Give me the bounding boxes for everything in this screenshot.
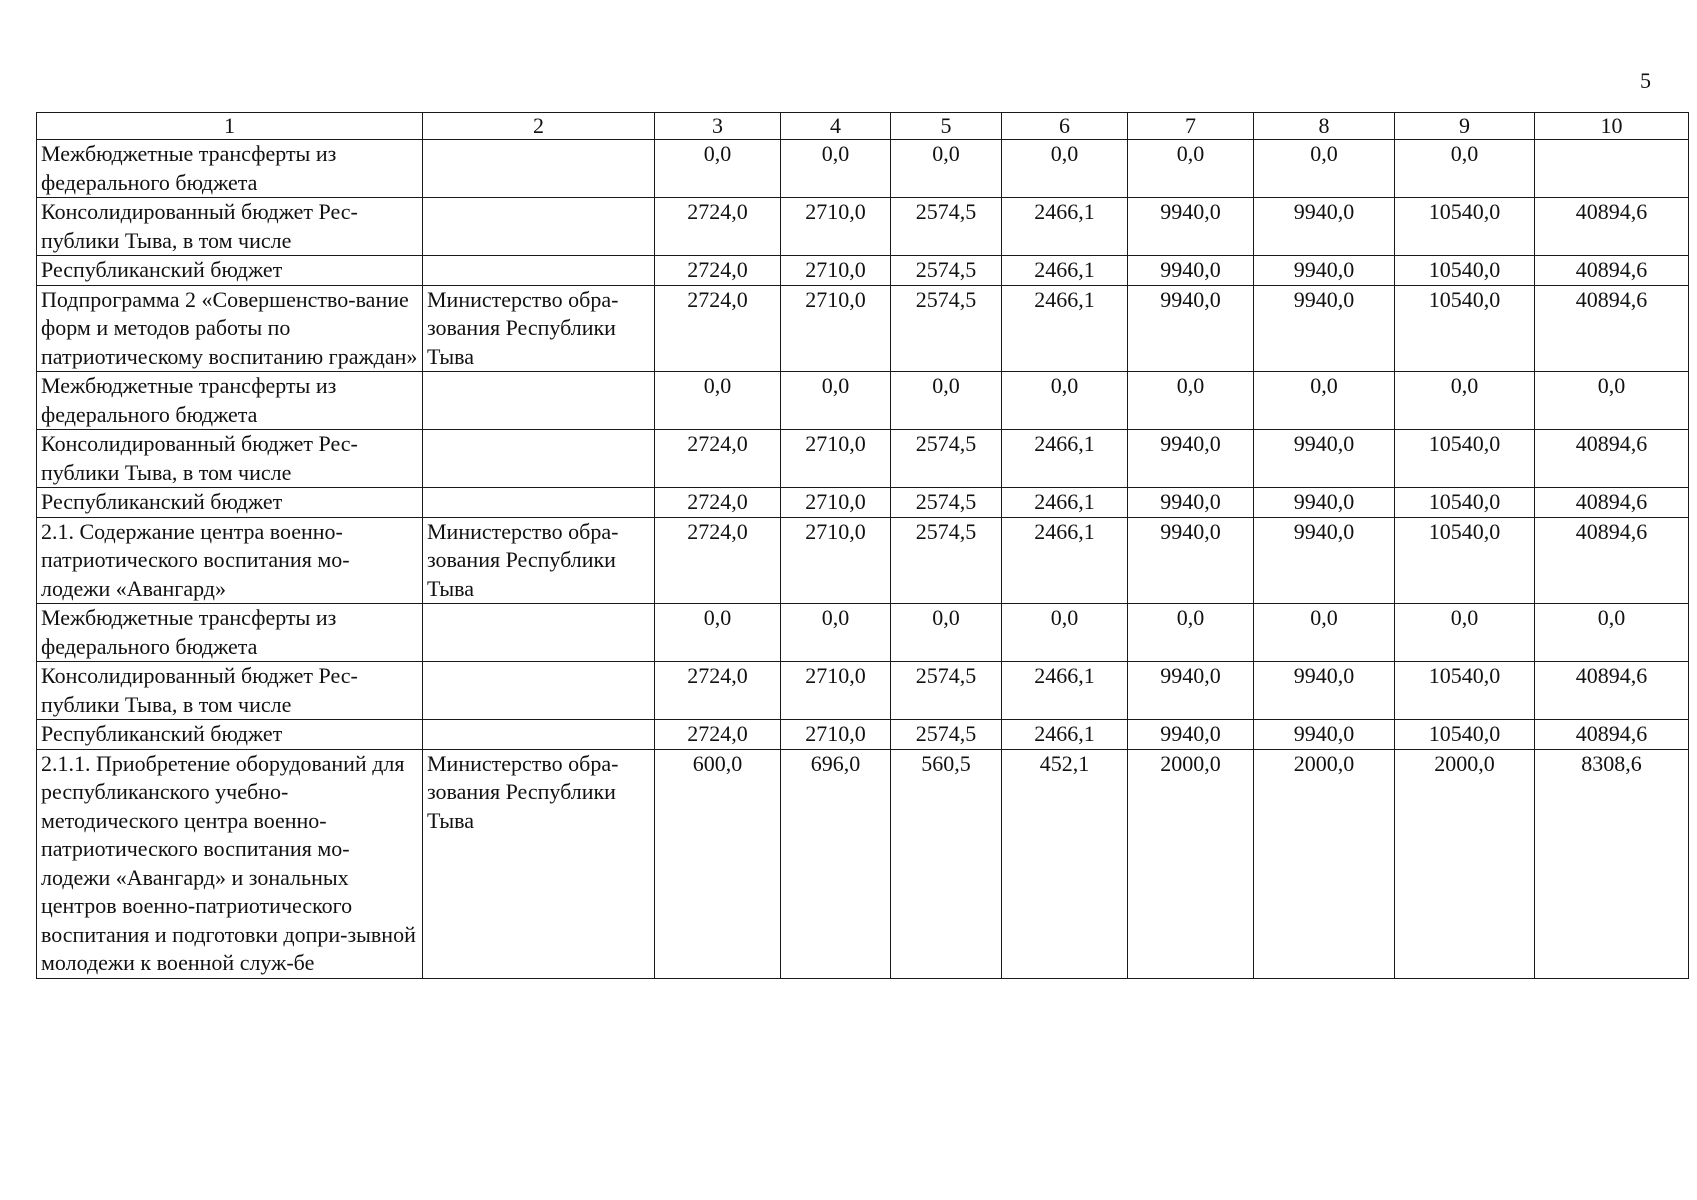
value-cell-col-7: 9940,0 [1128,517,1254,604]
page-number: 5 [1640,68,1651,93]
header-row [37,113,1689,140]
value-cell-col-10: 0,0 [1535,372,1689,430]
value-cell-col-6: 2466,1 [1002,256,1128,286]
responsible-executor [423,430,655,488]
value-cell-col-4: 0,0 [781,372,891,430]
value-cell-col-10: 40894,6 [1535,720,1689,750]
responsible-executor [423,662,655,720]
header-cell: 4 [781,113,891,140]
value-cell-col-5: 2574,5 [891,488,1002,518]
table-row [37,256,1689,286]
value-cell-col-5: 2574,5 [891,517,1002,604]
value-cell-col-7: 0,0 [1128,604,1254,662]
value-cell-col-4: 2710,0 [781,430,891,488]
value-cell-col-3: 2724,0 [655,256,781,286]
value-cell-col-7: 9940,0 [1128,256,1254,286]
value-cell-col-10: 40894,6 [1535,285,1689,372]
value-cell-col-8: 9940,0 [1254,198,1395,256]
responsible-executor [423,140,655,198]
row-name: 2.1. Содержание центра военно-патриотического воспитания мо-лодежи «Авангард» [37,517,423,604]
value-cell-col-4: 2710,0 [781,285,891,372]
header-cell: 6 [1002,113,1128,140]
value-cell-col-8: 9940,0 [1254,256,1395,286]
value-cell-col-5: 0,0 [891,372,1002,430]
value-cell-col-6: 452,1 [1002,749,1128,978]
value-cell-col-9: 10540,0 [1395,285,1535,372]
value-cell-col-3: 0,0 [655,604,781,662]
value-cell-col-3: 2724,0 [655,430,781,488]
value-cell-col-10: 40894,6 [1535,488,1689,518]
value-cell-col-5: 2574,5 [891,256,1002,286]
table-row [37,285,1689,372]
value-cell-col-6: 0,0 [1002,140,1128,198]
value-cell-col-9: 10540,0 [1395,662,1535,720]
value-cell-col-8: 9940,0 [1254,720,1395,750]
table-row [37,604,1689,662]
value-cell-col-9: 2000,0 [1395,749,1535,978]
value-cell-col-3: 600,0 [655,749,781,978]
value-cell-col-9: 10540,0 [1395,430,1535,488]
value-cell-col-8: 0,0 [1254,372,1395,430]
value-cell-col-3: 2724,0 [655,488,781,518]
value-cell-col-4: 0,0 [781,604,891,662]
value-cell-col-3: 0,0 [655,372,781,430]
value-cell-col-7: 9940,0 [1128,720,1254,750]
value-cell-col-9: 0,0 [1395,140,1535,198]
value-cell-col-7: 2000,0 [1128,749,1254,978]
value-cell-col-5: 560,5 [891,749,1002,978]
value-cell-col-7: 9940,0 [1128,285,1254,372]
value-cell-col-7: 9940,0 [1128,662,1254,720]
value-cell-col-10 [1535,140,1689,198]
header-cell: 8 [1254,113,1395,140]
table-row [37,662,1689,720]
value-cell-col-3: 0,0 [655,140,781,198]
value-cell-col-6: 2466,1 [1002,662,1128,720]
value-cell-col-5: 0,0 [891,604,1002,662]
table-row [37,517,1689,604]
table-body [37,140,1689,979]
value-cell-col-4: 2710,0 [781,198,891,256]
value-cell-col-6: 2466,1 [1002,198,1128,256]
value-cell-col-10: 40894,6 [1535,430,1689,488]
value-cell-col-5: 0,0 [891,140,1002,198]
budget-table [36,112,1689,979]
value-cell-col-4: 2710,0 [781,517,891,604]
responsible-executor [423,372,655,430]
value-cell-col-7: 0,0 [1128,372,1254,430]
value-cell-col-7: 9940,0 [1128,430,1254,488]
value-cell-col-5: 2574,5 [891,430,1002,488]
table-row [37,140,1689,198]
value-cell-col-7: 9940,0 [1128,198,1254,256]
value-cell-col-5: 2574,5 [891,198,1002,256]
responsible-executor [423,256,655,286]
value-cell-col-7: 9940,0 [1128,488,1254,518]
row-name: Межбюджетные трансферты из федерального бюджета [37,372,423,430]
row-name: Межбюджетные трансферты из федерального бюджета [37,140,423,198]
header-cell: 2 [423,113,655,140]
value-cell-col-9: 10540,0 [1395,517,1535,604]
responsible-executor [423,488,655,518]
value-cell-col-5: 2574,5 [891,720,1002,750]
row-name: Консолидированный бюджет Рес-публики Тыва, в том числе [37,198,423,256]
table-row [37,749,1689,978]
value-cell-col-6: 2466,1 [1002,517,1128,604]
header-cell: 5 [891,113,1002,140]
row-name: Консолидированный бюджет Рес-публики Тыва, в том числе [37,662,423,720]
value-cell-col-8: 9940,0 [1254,662,1395,720]
value-cell-col-5: 2574,5 [891,662,1002,720]
value-cell-col-8: 9940,0 [1254,517,1395,604]
value-cell-col-4: 2710,0 [781,256,891,286]
value-cell-col-10: 8308,6 [1535,749,1689,978]
value-cell-col-8: 0,0 [1254,604,1395,662]
table-row [37,488,1689,518]
value-cell-col-9: 10540,0 [1395,488,1535,518]
header-cell: 3 [655,113,781,140]
value-cell-col-4: 2710,0 [781,488,891,518]
value-cell-col-6: 2466,1 [1002,720,1128,750]
value-cell-col-9: 10540,0 [1395,198,1535,256]
responsible-executor: Министерство обра-зования Республики Тыва [423,749,655,978]
row-name: Подпрограмма 2 «Совершенство-вание форм и методов работы по патриотическому воспитанию граждан» [37,285,423,372]
table-row [37,198,1689,256]
value-cell-col-4: 2710,0 [781,662,891,720]
value-cell-col-4: 0,0 [781,140,891,198]
value-cell-col-10: 0,0 [1535,604,1689,662]
row-name: 2.1.1. Приобретение оборудований для республиканского учебно-методического центра военно-патриотического воспитания мо-лодежи «Авангард» и зональных центров военно-патриотического воспитания и подготовки допри-зывной молодежи к военной служ-бе [37,749,423,978]
value-cell-col-8: 9940,0 [1254,430,1395,488]
header-cell: 9 [1395,113,1535,140]
value-cell-col-3: 2724,0 [655,517,781,604]
row-name: Консолидированный бюджет Рес-публики Тыва, в том числе [37,430,423,488]
responsible-executor: Министерство обра-зования Республики Тыва [423,285,655,372]
value-cell-col-8: 9940,0 [1254,285,1395,372]
value-cell-col-9: 10540,0 [1395,256,1535,286]
value-cell-col-8: 9940,0 [1254,488,1395,518]
value-cell-col-9: 0,0 [1395,604,1535,662]
value-cell-col-10: 40894,6 [1535,662,1689,720]
value-cell-col-6: 0,0 [1002,604,1128,662]
table-row [37,720,1689,750]
value-cell-col-7: 0,0 [1128,140,1254,198]
row-name: Республиканский бюджет [37,720,423,750]
header-cell: 7 [1128,113,1254,140]
header-cell: 10 [1535,113,1689,140]
value-cell-col-4: 696,0 [781,749,891,978]
row-name: Республиканский бюджет [37,256,423,286]
header-cell: 1 [37,113,423,140]
value-cell-col-6: 2466,1 [1002,488,1128,518]
value-cell-col-6: 2466,1 [1002,430,1128,488]
value-cell-col-3: 2724,0 [655,720,781,750]
value-cell-col-9: 10540,0 [1395,720,1535,750]
responsible-executor [423,198,655,256]
value-cell-col-3: 2724,0 [655,285,781,372]
responsible-executor [423,604,655,662]
responsible-executor [423,720,655,750]
value-cell-col-3: 2724,0 [655,662,781,720]
table-row [37,430,1689,488]
value-cell-col-5: 2574,5 [891,285,1002,372]
value-cell-col-6: 2466,1 [1002,285,1128,372]
value-cell-col-10: 40894,6 [1535,256,1689,286]
row-name: Республиканский бюджет [37,488,423,518]
value-cell-col-10: 40894,6 [1535,198,1689,256]
value-cell-col-8: 0,0 [1254,140,1395,198]
table-row [37,372,1689,430]
value-cell-col-9: 0,0 [1395,372,1535,430]
value-cell-col-10: 40894,6 [1535,517,1689,604]
value-cell-col-8: 2000,0 [1254,749,1395,978]
responsible-executor: Министерство обра-зования Республики Тыва [423,517,655,604]
value-cell-col-4: 2710,0 [781,720,891,750]
value-cell-col-3: 2724,0 [655,198,781,256]
row-name: Межбюджетные трансферты из федерального бюджета [37,604,423,662]
value-cell-col-6: 0,0 [1002,372,1128,430]
